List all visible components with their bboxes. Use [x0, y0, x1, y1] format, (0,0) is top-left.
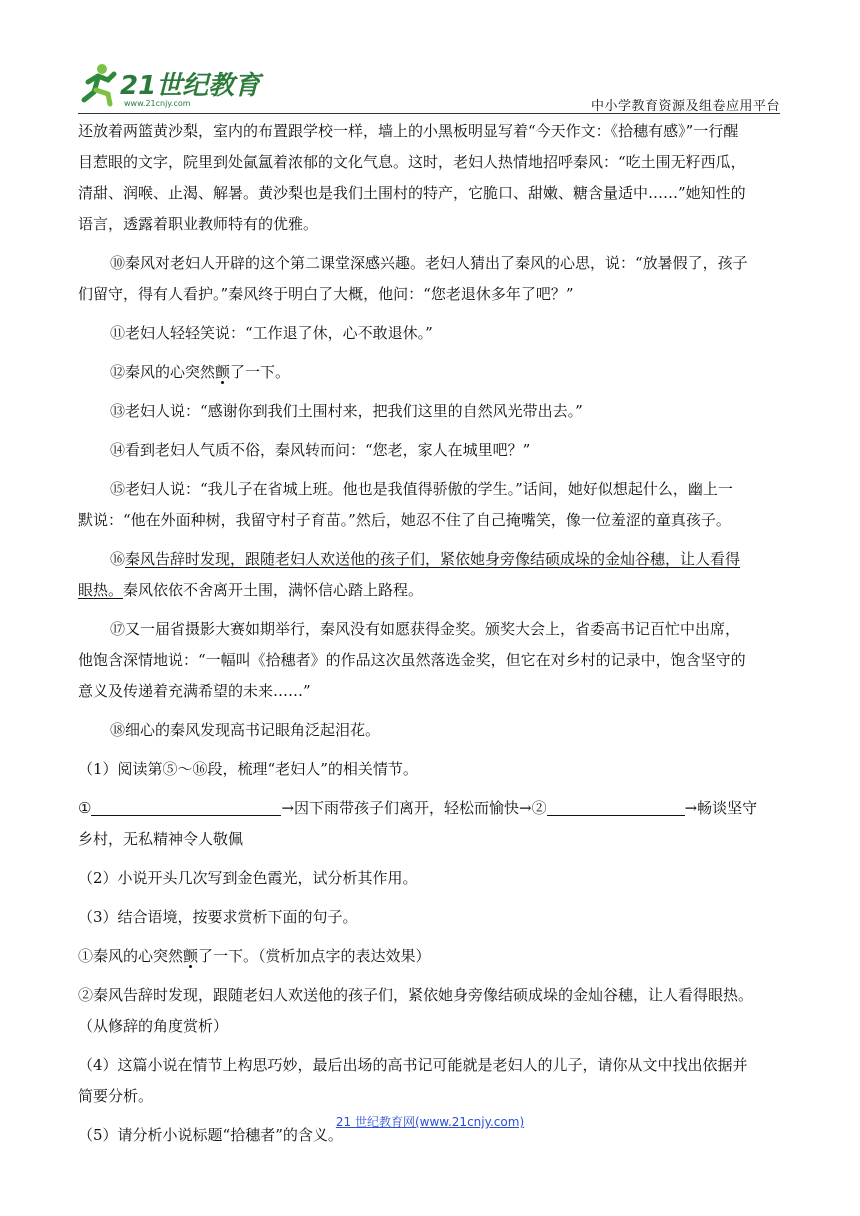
text-line: 目惹眼的文字，院里到处氤氲着浓郁的文化气息。这时，老妇人热情地招呼秦风：“吃土围无籽西瓜，	[78, 153, 746, 171]
paragraph-18: ⑱细心的秦风发现高书记眼角泛起泪花。	[110, 721, 381, 739]
logo-text: 21世纪教育	[120, 71, 261, 101]
paragraph-16-cont: 眼热。秦风依依不舍离开土围，满怀信心踏上路程。	[78, 581, 424, 599]
paragraph-12: ⑫秦风的心突然颤了一下。	[110, 363, 291, 381]
underlined-sentence-end: 眼热。	[78, 581, 124, 599]
logo-url: www.21cnjy.com	[124, 99, 191, 108]
emphasis-dot-char: 颤	[183, 947, 199, 965]
paragraph-10-cont: 们留守，得有人看护。”秦风终于明白了大概，他问：“您老退休多年了吧？”	[78, 285, 574, 303]
runner-icon	[84, 64, 114, 104]
document-body	[78, 116, 780, 1151]
emphasis-dot-char: 颤	[215, 363, 231, 381]
question-1-answer-line: ① →因下雨带孩子们离开，轻松而愉快→② →畅谈坚守	[78, 799, 758, 817]
answer-blank-2[interactable]	[547, 799, 685, 816]
paragraph-10: ⑩秦风对老妇人开辟的这个第二课堂深感兴趣。老妇人猜出了秦风的心思，说：“放暑假了，孩子	[110, 254, 748, 272]
footer-link[interactable]: 21 世纪教育网(www.21cnjy.com)	[335, 1115, 525, 1129]
platform-title: 中小学教育资源及组卷应用平台	[590, 99, 780, 114]
question-3-1: ①秦风的心突然颤了一下。（赏析加点字的表达效果）	[78, 947, 431, 965]
question-2: （2）小说开头几次写到金色霞光，试分析其作用。	[78, 869, 418, 887]
paragraph-14: ⑭看到老妇人气质不俗，秦风转而问：“您老，家人在城里吧？”	[110, 441, 531, 459]
page-footer	[0, 1113, 860, 1130]
question-1: （1）阅读第⑤～⑯段，梳理“老妇人”的相关情节。	[78, 760, 418, 778]
paragraph-11: ⑪老妇人轻轻笑说：“工作退了休，心不敢退休。”	[110, 324, 433, 342]
question-5: （5）请分析小说标题“拾穗者”的含义。	[78, 1126, 343, 1144]
question-4-cont: 简要分析。	[78, 1087, 154, 1105]
paragraph-17-cont: 他饱含深情地说：“一幅叫《拾穗者》的作品这次虽然落选金奖，但它在对乡村的记录中，饱含坚守的	[78, 651, 746, 669]
text-line: 语言，透露着职业教师特有的优雅。	[78, 215, 319, 233]
question-3-2-cont: （从修辞的角度赏析）	[78, 1017, 229, 1035]
paragraph-13: ⑬老妇人说：“感谢你到我们土围村来，把我们这里的自然风光带出去。”	[110, 402, 583, 420]
logo	[78, 62, 268, 108]
underlined-sentence: 秦风告辞时发现，跟随老妇人欢送他的孩子们，紧依她身旁像结硕成垛的金灿谷穗，让人看得	[125, 550, 741, 568]
question-1-answer-cont: 乡村，无私精神令人敬佩	[78, 830, 244, 848]
paragraph-17: ⑰又一届省摄影大赛如期举行，秦风没有如愿获得金奖。颁奖大会上，省委高书记百忙中出席，	[110, 620, 741, 638]
text-line: 清甜、润喉、止渴、解暑。黄沙梨也是我们土围村的特产，它脆口、甜嫩、糖含量适中……”她知性的	[78, 184, 746, 202]
question-4: （4）这篇小说在情节上构思巧妙，最后出场的高书记可能就是老妇人的儿子，请你从文中找出依据并	[78, 1056, 748, 1074]
paragraph-15-cont: 默说：“他在外面种树，我留守村子育苗。”然后，她忍不住了自己掩嘴笑，像一位羞涩的童真孩子。	[78, 511, 731, 529]
paragraph-17-cont: 意义及传递着充满希望的未来……”	[78, 682, 311, 700]
answer-blank-1[interactable]	[91, 799, 281, 816]
paragraph-15: ⑮老妇人说：“我儿子在省城上班。他也是我值得骄傲的学生。”话间，她好似想起什么，幽上一	[110, 480, 733, 498]
question-3-2: ②秦风告辞时发现，跟随老妇人欢送他的孩子们，紧依她身旁像结硕成垛的金灿谷穗，让人看得眼热。	[78, 986, 754, 1004]
paragraph-16: ⑯秦风告辞时发现，跟随老妇人欢送他的孩子们，紧依她身旁像结硕成垛的金灿谷穗，让人看得	[110, 550, 741, 568]
page-header	[78, 62, 780, 114]
question-3: （3）结合语境，按要求赏析下面的句子。	[78, 908, 358, 926]
header-divider	[78, 113, 780, 114]
text-line: 还放着两篮黄沙梨，室内的布置跟学校一样，墙上的小黑板明显写着“今天作文：《拾穗有感》”一行醒	[78, 122, 739, 140]
